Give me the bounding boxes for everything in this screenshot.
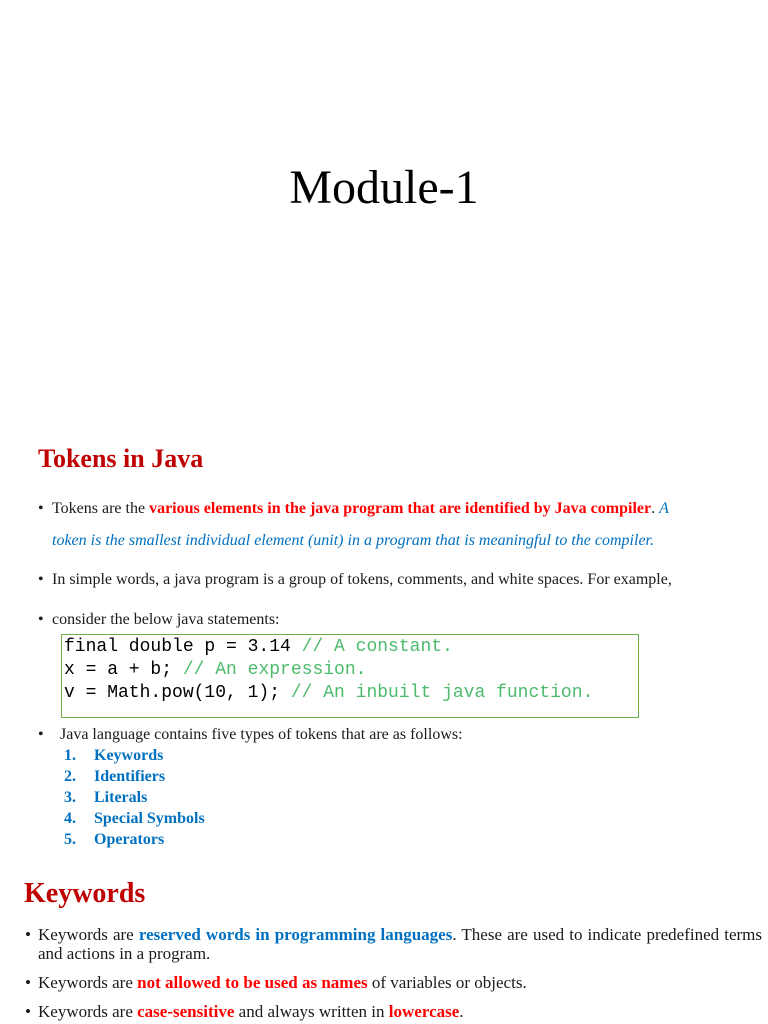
highlight-blue: token is the smallest individual element (unit) in a program that is meaningful to the compiler. [52, 532, 654, 549]
code: v = Math.pow(10, 1); [64, 683, 291, 703]
tokens-bullet-1 [38, 493, 768, 557]
token-types-list [64, 745, 205, 850]
highlight-red: lowercase [388, 1002, 460, 1021]
text: Keywords are [38, 925, 139, 944]
bullet-dot: • [38, 611, 44, 628]
list-item: 5. Operators [64, 831, 165, 848]
text: Tokens are the [52, 500, 150, 517]
slide-title: Module-1 [289, 161, 479, 214]
code-line [64, 636, 638, 659]
text: . These are used to indicate predefined terms and actions in a program. [38, 925, 763, 963]
text: In simple words, a java program is a group of tokens, comments, and white spaces. For example, [52, 571, 672, 588]
highlight-red: not allowed to be used as names [137, 973, 368, 992]
text: Keywords are [38, 1002, 138, 1021]
text: and always written in [234, 1002, 389, 1021]
highlight-red: various elements in the java program that are identified by Java compiler [149, 500, 652, 517]
list-item: 2. Identifiers [64, 768, 166, 785]
text: . [651, 500, 660, 517]
text: . [459, 1002, 464, 1021]
code-block [61, 634, 639, 718]
code-comment: // An inbuilt java function. [290, 683, 594, 703]
bullet-dot: • [38, 571, 44, 588]
keywords-heading: Keywords [24, 878, 146, 909]
code: x = a + b; [64, 660, 183, 680]
list-item: 4. Special Symbols [64, 810, 205, 827]
bullet-dot: • [38, 500, 44, 517]
code: final double p = 3.14 [64, 637, 302, 657]
keywords-bullet-1 [25, 925, 763, 963]
code-comment: // An expression. [182, 660, 367, 680]
keywords-bullet-3 [25, 1002, 762, 1021]
tokens-bullet-3 [38, 604, 280, 636]
bullet-dot: • [25, 925, 31, 944]
bullet-dot: • [25, 1002, 31, 1021]
tokens-bullet-2 [38, 564, 672, 596]
list-item: 1. Keywords [64, 747, 164, 764]
list-item: 3. Literals [64, 789, 148, 806]
bullet-dot: • [25, 973, 31, 992]
keywords-bullet-2 [25, 973, 762, 992]
code-line [64, 659, 638, 682]
text: Keywords are [38, 973, 138, 992]
tokens-heading: Tokens in Java [38, 444, 204, 473]
text: consider the below java statements: [52, 611, 280, 628]
highlight-red: case-sensitive [137, 1002, 235, 1021]
bullet-dot: • [38, 726, 44, 743]
text: of variables or objects. [367, 973, 527, 992]
code-line [64, 682, 638, 705]
highlight-blue: reserved words in programming languages [138, 925, 453, 944]
code-comment: // A constant. [301, 637, 453, 657]
text: Java language contains five types of tokens that are as follows: [60, 726, 463, 743]
highlight-blue: A [659, 500, 669, 517]
